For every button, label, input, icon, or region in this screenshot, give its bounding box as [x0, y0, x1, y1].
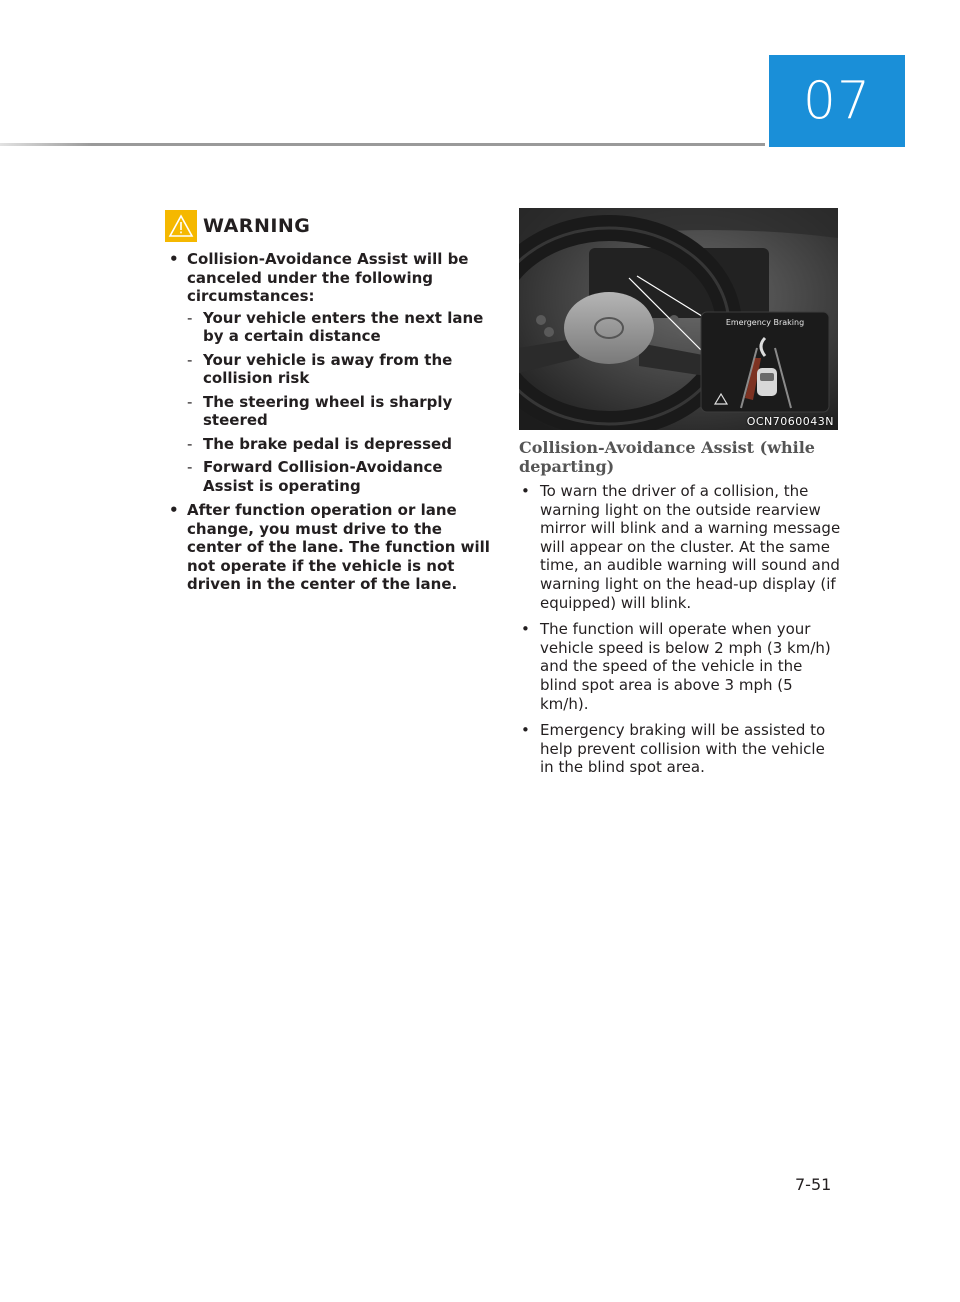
section-title: Collision-Avoidance Assist (while departing) [519, 438, 815, 476]
warning-subitem: - The brake pedal is depressed [187, 435, 490, 454]
section-bullet: • Emergency braking will be assisted to help prevent collision with the vehicle in the blind spot area. [519, 721, 841, 777]
warning-item-text: Collision-Avoidance Assist will be canceled under the following circumstances: [187, 250, 469, 305]
warning-triangle-icon [165, 210, 197, 242]
warning-box [165, 210, 490, 600]
warning-sublist [187, 309, 490, 496]
warning-subitem: - Forward Collision-Avoidance Assist is operating [187, 458, 490, 495]
figure-code: OCN7060043N [746, 415, 834, 428]
dashboard-illustration [519, 208, 838, 430]
warning-item-text: After function operation or lane change, you must drive to the center of the lane. The function will not operate if the vehicle is not driven in the center of the lane. [187, 501, 490, 593]
warning-list [165, 250, 490, 594]
warning-subitem: - Your vehicle enters the next lane by a certain distance [187, 309, 490, 346]
dashboard-drawing [519, 208, 838, 430]
warning-header [165, 210, 490, 242]
warning-item [165, 250, 490, 495]
section-bullet: • The function will operate when your vehicle speed is below 2 mph (3 km/h) and the speed of the vehicle in the blind spot area is above 3 mph (5 km/h). [519, 620, 841, 713]
cluster-popup-label: Emergency Braking [725, 318, 805, 327]
header-rule [0, 143, 765, 146]
warning-subitem: - The steering wheel is sharply steered [187, 393, 490, 430]
warning-title: WARNING [203, 215, 311, 237]
warning-subitem: - Your vehicle is away from the collision risk [187, 351, 490, 388]
page-number: 7-51 [795, 1175, 832, 1194]
warning-item [165, 501, 490, 594]
section-bullet: • To warn the driver of a collision, the warning light on the outside rearview mirror will blink and a warning message will appear on the cluster. At the same time, an audible warning will sound and warning light on the head-up display (if equipped) will blink. [519, 482, 841, 612]
chapter-tab: 07 [769, 55, 905, 147]
section-bullets [519, 482, 841, 785]
